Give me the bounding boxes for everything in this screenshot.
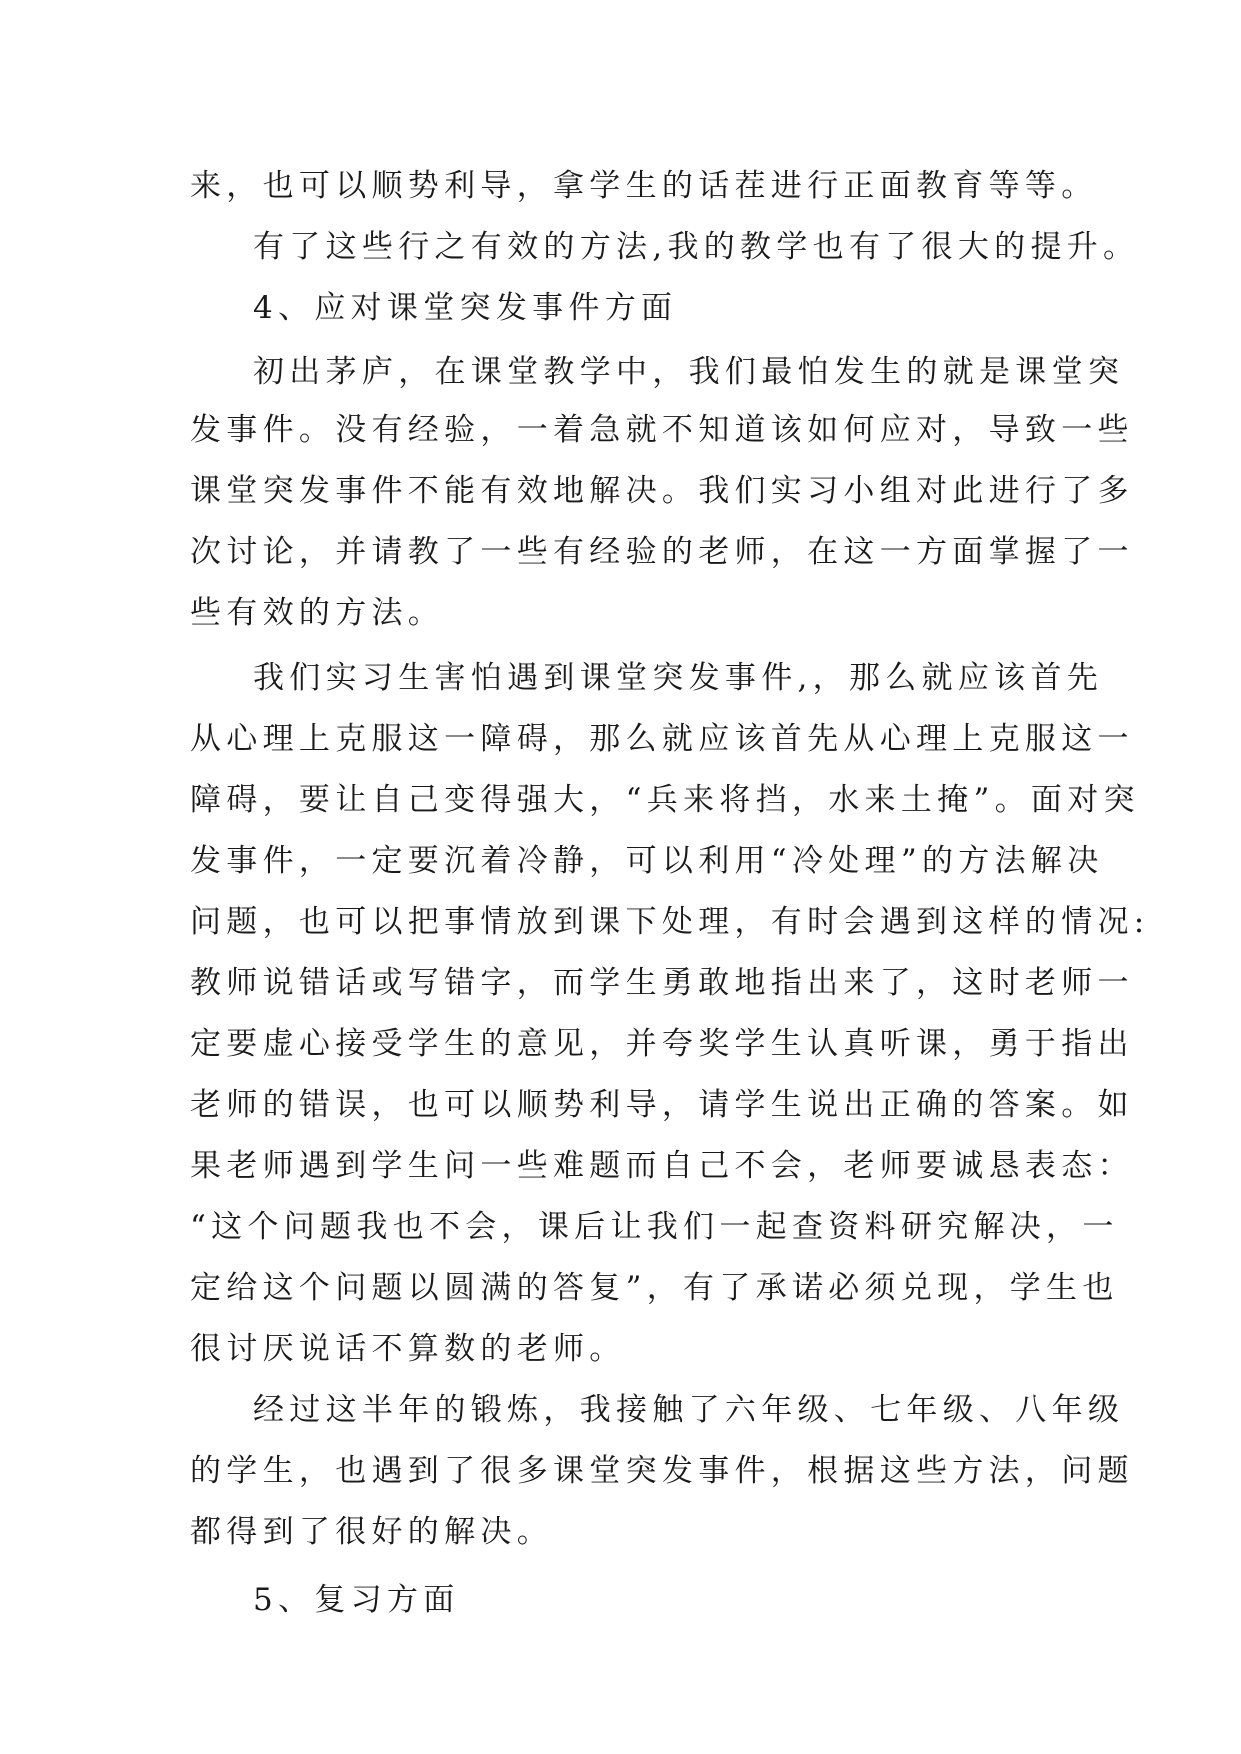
text-line: 来，也可以顺势利导，拿学生的话茬进行正面教育等等。 (190, 168, 1098, 204)
text-line: 些有效的方法。 (190, 595, 445, 631)
text-line: 都得到了很好的解决。 (190, 1514, 553, 1550)
text-line: 障碍，要让自己变得强大，“兵来将挡，水来土掩”。面对突 (190, 782, 1140, 818)
text-line: “这个问题我也不会，课后让我们一起查资料研究解决，一 (190, 1209, 1119, 1245)
section-heading: 4、应对课堂突发事件方面 (253, 290, 678, 326)
text-line: 的学生，也遇到了很多课堂突发事件，根据这些方法，问题 (190, 1453, 1134, 1489)
paragraph-start-line: 经过这半年的锻炼，我接触了六年级、七年级、八年级 (253, 1392, 1125, 1428)
section-heading: 5、复习方面 (253, 1582, 460, 1618)
paragraph-start-line: 我们实习生害怕遇到课堂突发事件,，那么就应该首先 (253, 660, 1104, 696)
paragraph-start-line: 有了这些行之有效的方法,我的教学也有了很大的提升。 (253, 229, 1140, 265)
paragraph-start-line: 初出茅庐，在课堂教学中，我们最怕发生的就是课堂突 (253, 354, 1125, 390)
text-line: 果老师遇到学生问一些难题而自己不会，老师要诚恳表态： (190, 1148, 1134, 1184)
text-line: 次讨论，并请教了一些有经验的老师，在这一方面掌握了一 (190, 534, 1134, 570)
text-line: 老师的错误，也可以顺势利导，请学生说出正确的答案。如 (190, 1087, 1134, 1123)
text-line: 发事件，一定要沉着冷静，可以利用“冷处理”的方法解决 (190, 843, 1104, 879)
text-line: 定给这个问题以圆满的答复”，有了承诺必须兑现，学生也 (190, 1270, 1119, 1306)
text-line: 问题，也可以把事情放到课下处理，有时会遇到这样的情况: (190, 904, 1150, 940)
text-line: 很讨厌说话不算数的老师。 (190, 1331, 626, 1367)
text-line: 发事件。没有经验，一着急就不知道该如何应对，导致一些 (190, 412, 1134, 448)
text-line: 课堂突发事件不能有效地解决。我们实习小组对此进行了多 (190, 473, 1134, 509)
text-line: 定要虚心接受学生的意见，并夸奖学生认真听课，勇于指出 (190, 1026, 1134, 1062)
text-line: 从心理上克服这一障碍，那么就应该首先从心理上克服这一 (190, 721, 1134, 757)
text-line: 教师说错话或写错字，而学生勇敢地指出来了，这时老师一 (190, 965, 1134, 1001)
